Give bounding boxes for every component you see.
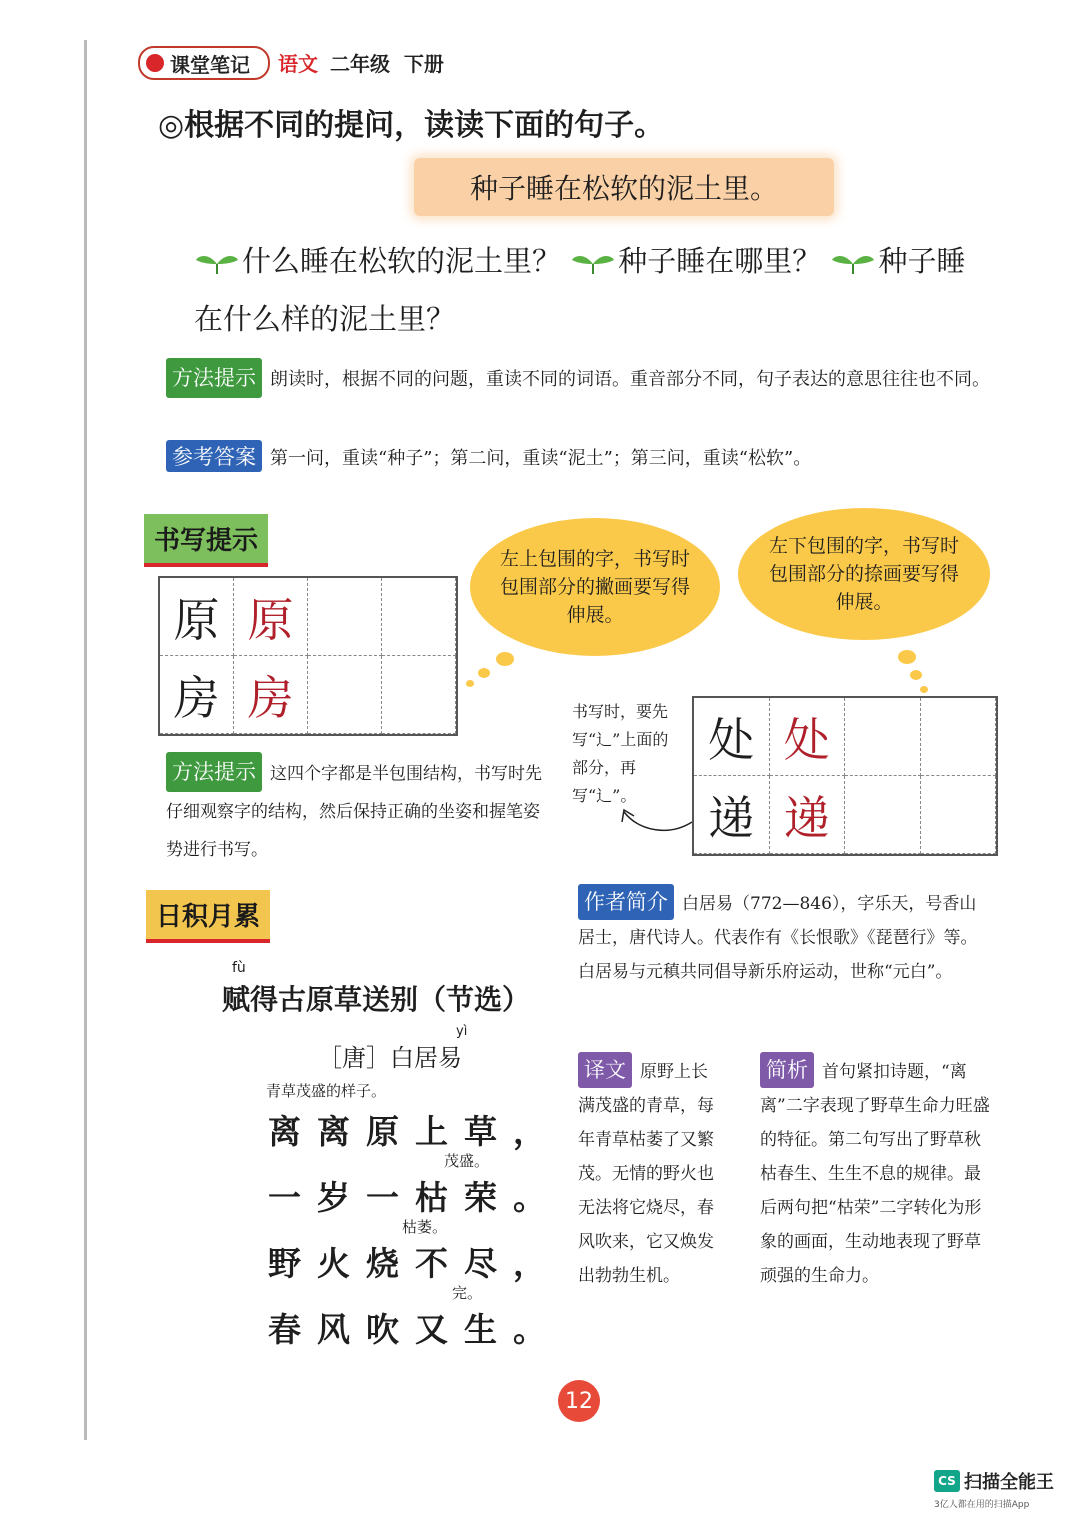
sprout-icon <box>570 252 616 274</box>
page-binding-line <box>84 40 87 1440</box>
analysis-tag: 简析 <box>760 1052 814 1088</box>
smile-icon <box>146 54 164 72</box>
sprout-icon <box>830 252 876 274</box>
poem-author: ［唐］白居易 <box>318 1044 462 1072</box>
poem-line: 离离原上草， <box>268 1112 562 1151</box>
question-block <box>194 232 994 348</box>
poem-title: 赋得古原草送别（节选） <box>222 983 531 1016</box>
grid-empty-cell <box>382 656 456 734</box>
grid-char: 处 <box>694 698 770 776</box>
grid-char-model: 递 <box>770 776 846 854</box>
grid-empty-cell <box>845 698 921 776</box>
reference-answer-tag: 参考答案 <box>166 440 262 472</box>
method-tip-tag: 方法提示 <box>166 358 262 398</box>
side-note: 书写时，要先写“辶”上面的部分，再写“辶”。 <box>572 702 669 805</box>
pinyin-annotation: yì <box>456 1024 468 1039</box>
watermark-subtitle: 3亿人都在用的扫描App <box>934 1500 1030 1510</box>
grid-empty-cell <box>308 656 382 734</box>
analysis-text: 首句紧扣诗题，“离离”二字表现了野草生命力旺盛的特征。第二句写出了野草秋枯春生、生生不息的规律。最后两句把“枯荣”二字转化为形象的画面，生动地表现了野草顽强的生命力。 <box>760 1062 990 1286</box>
bubble-dot <box>496 652 514 666</box>
tip-bubble-1: 左上包围的字，书写时包围部分的撇画要写得伸展。 <box>470 518 720 656</box>
bubble-dot <box>478 668 490 678</box>
grid-char: 原 <box>160 578 234 656</box>
method-tip-text: 朗读时，根据不同的问题，重读不同的词语。重音部分不同，句子表达的意思往往也不同。 <box>270 369 990 390</box>
grid-char-model: 处 <box>770 698 846 776</box>
notes-badge <box>138 46 270 80</box>
grid-empty-cell <box>921 698 997 776</box>
poem-line: 春风吹又生。 <box>268 1310 562 1349</box>
question-3: 种子睡在什么样的泥土里？ <box>194 244 966 336</box>
translation-text: 原野上长满茂盛的青草，每年青草枯萎了又繁茂。无情的野火也无法将它烧尽，春风吹来，它又焕发出勃勃生机。 <box>578 1062 714 1286</box>
writing-method-tip <box>166 752 556 869</box>
author-intro-tag: 作者简介 <box>578 884 674 920</box>
grid-char-model: 房 <box>234 656 308 734</box>
translation-tag: 译文 <box>578 1052 632 1088</box>
question-1: 什么睡在松软的泥土里？ <box>242 244 562 278</box>
grid-char: 房 <box>160 656 234 734</box>
poem-note: 茂盛。 <box>444 1152 490 1170</box>
watermark-name: 扫描全能王 <box>964 1472 1054 1493</box>
reference-answer-text: 第一问，重读“种子”；第二问，重读“泥土”；第三问，重读“松软”。 <box>270 448 812 469</box>
focus-sentence: 种子睡在松软的泥土里。 <box>414 158 834 216</box>
tip-bubble-2: 左下包围的字，书写时包围部分的捺画要写得伸展。 <box>738 508 990 640</box>
bubble-dot <box>466 680 474 687</box>
accumulation-heading: 日积月累 <box>146 890 270 943</box>
pinyin-annotation: fù <box>232 960 246 976</box>
notes-title: 课堂笔记 <box>170 52 250 77</box>
grid-empty-cell <box>921 776 997 854</box>
writing-tips-heading: 书写提示 <box>144 514 268 567</box>
grid-empty-cell <box>308 578 382 656</box>
writing-method-tag: 方法提示 <box>166 752 262 792</box>
arrow-icon <box>610 796 694 836</box>
reference-answer <box>166 440 992 472</box>
character-grid-1 <box>158 576 458 736</box>
method-tip <box>166 358 992 399</box>
bubble-dot <box>920 686 928 693</box>
grid-char: 递 <box>694 776 770 854</box>
bubble-dot <box>898 650 916 664</box>
poem-note: 青草茂盛的样子。 <box>266 1082 387 1100</box>
grid-empty-cell <box>845 776 921 854</box>
poem-note: 枯萎。 <box>402 1218 448 1236</box>
bubble-dot <box>910 670 922 680</box>
poem-line: 野火烧不尽， <box>268 1244 562 1283</box>
analysis <box>760 1052 994 1293</box>
instruction-heading: ◎根据不同的提问，读读下面的句子。 <box>158 108 665 143</box>
author-intro <box>578 884 992 989</box>
author-intro-text: 白居易（772—846），字乐天，号香山居士，唐代诗人。代表作有《长恨歌》《琵琶行》等。白居易与元稹共同倡导新乐府运动，世称“元白”。 <box>578 894 978 982</box>
translation <box>578 1052 724 1293</box>
grade-label: 二年级 下册 <box>330 52 444 76</box>
poem-note: 完。 <box>452 1284 483 1302</box>
grid-empty-cell <box>382 578 456 656</box>
grid-char-model: 原 <box>234 578 308 656</box>
character-grid-2 <box>692 696 998 856</box>
page-number: 12 <box>558 1380 600 1422</box>
sprout-icon <box>194 252 240 274</box>
scanner-logo: CS <box>934 1470 960 1492</box>
writing-method-text: 这四个字都是半包围结构，书写时先仔细观察字的结构，然后保持正确的坐姿和握笔姿势进行书写。 <box>166 764 542 860</box>
question-2: 种子睡在哪里？ <box>618 244 822 278</box>
subject-label: 语文 <box>278 52 318 76</box>
poem-line: 一岁一枯荣。 <box>268 1178 562 1217</box>
